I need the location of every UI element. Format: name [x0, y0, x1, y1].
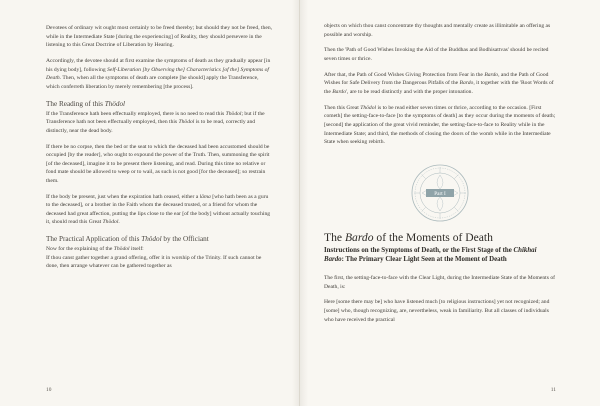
part-ornament-icon	[410, 163, 470, 223]
paragraph: If there be no corpse, then the bed or the seat to which the deceased had been accustomed should be occupied [by the reader], who ought to expound the power of the Truth. Then, summoning the spirit [of the deceased], imagine it to be present there listening, and read. During this time no relative or fond mate should be allowed to weep or to wail, as such is not good [for the deceased]; so restrain them.	[46, 143, 270, 184]
chapter-subtitle: Instructions on the Symptoms of Death, or the First Stage of the Chikhai Bardo: The Primary Clear Light Seen at the Moment of Death	[324, 246, 537, 263]
paragraph: The first, the setting-face-to-face with the Clear Light, during the Intermediate State of the Moments of Death, is:	[324, 275, 555, 290]
page-number: 11	[550, 387, 556, 393]
paragraph: If the Transference hath been effectually employed, there is no need to read this Thödol; but if the Transference hath not been effectually employed, then this Thödol is to be read, correctly and distinctly, near the dead body.	[46, 110, 265, 134]
paragraph: Devotees of ordinary wit ought most certainly to be freed thereby; but should they not be freed, then, while in the Intermediate State [during the experiencing] of Reality, they should persevere in the listening to this Great Doctrine of Liberation by Hearing.	[46, 25, 273, 49]
paragraph: Then this Great Thödol is to be read either seven times or thrice, according to the occasion. [First cometh] the setting-face-to-face [to the symptoms of death] as they occur during the moments of death; [second] the application of the great vivid reminder, the setting-face-to-face to Reality while in the Intermediate State; and third, the methods of closing the doors of the womb while in the Intermediate State when seeking rebirth.	[324, 104, 556, 146]
paragraph: If the body be present, just when the expiration hath ceased, either a lāma [who hath been as a guru to the deceased], or a brother in the Faith whom the deceased trusted, or a friend for whom the deceased had great affection, putting the lips close to the ear [of the body] without actually touching it, should read this Great Thödol.	[46, 193, 271, 226]
right-page	[300, 0, 600, 406]
chapter-title: The Bardo of the Moments of Death	[324, 230, 493, 244]
section-heading: The Practical Application of this Thödol by the Officiant	[46, 235, 209, 244]
section-heading: The Reading of this Thödol	[46, 99, 126, 108]
paragraph: Here [some there may be] who have listened much [to religious instructions] yet not recognized; and [some] who, though recognizing, are, nevertheless, weak in familiarity. But all classes of individuals who have received the practical	[324, 299, 550, 323]
paragraph: After that, the Path of Good Wishes Giving Protection from Fear in the Bardo, and the Path of Good Wishes for Safe Delivery from the Dangerous Pitfalls of the Bardo, it together with the 'Root Words of the Bardo', are to be read distinctly and with the proper intonation.	[324, 71, 554, 95]
paragraph: objects on which thou canst concentrate thy thoughts and mentally create as illimitable an offering as possible and worship.	[324, 23, 551, 38]
paragraph: Now for the explaining of the Thödol itself:	[46, 246, 144, 253]
paragraph: Accordingly, the devotee should at first examine the symptoms of death as they gradually appear [in his dying body], following Self-Liberation [by Observing the] Characteristics [of the] Symptoms of Death. Then, when all the symptoms of death are complete [he should] apply the Transference, which conferreth liberation by merely remembering [the process].	[46, 57, 271, 90]
paragraph: Then the 'Path of Good Wishes Invoking the Aid of the Buddhas and Bodhisattvas' should be recited seven times or thrice.	[324, 47, 549, 62]
part-label: Part I	[434, 190, 446, 197]
paragraph: If thou canst gather together a grand offering, offer it in worship of the Trinity. If such cannot be done, then arrange whatever can be gathered together as	[46, 254, 262, 270]
page-number: 10	[46, 387, 52, 393]
